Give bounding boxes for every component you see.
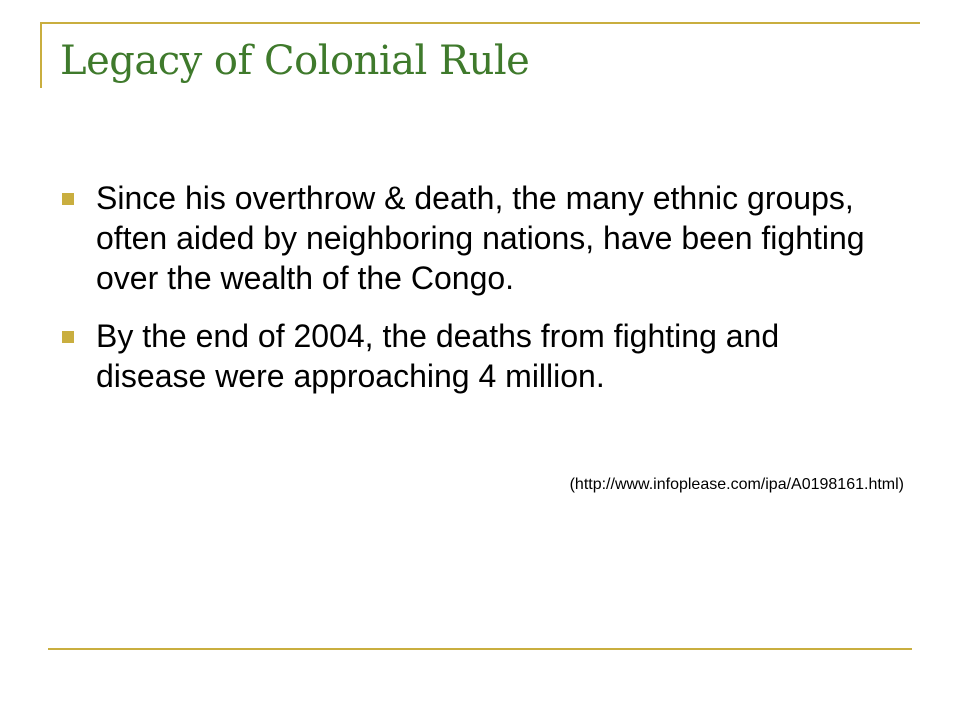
frame-top-rule bbox=[40, 22, 920, 24]
frame-bottom-rule bbox=[48, 648, 912, 650]
bullet-list bbox=[60, 178, 880, 414]
bullet-text: By the end of 2004, the deaths from fighting and disease were approaching 4 million. bbox=[96, 318, 780, 394]
bullet-text: Since his overthrow & death, the many ethnic groups, often aided by neighboring nations, have been fighting over the wealth of the Congo. bbox=[96, 180, 865, 296]
square-bullet-icon bbox=[62, 331, 74, 343]
square-bullet-icon bbox=[62, 193, 74, 205]
frame-left-rule bbox=[40, 22, 42, 88]
bullet-item-overthrow bbox=[60, 178, 880, 298]
source-citation: (http://www.infoplease.com/ipa/A0198161.html) bbox=[569, 476, 904, 493]
bullet-item-deaths bbox=[60, 316, 880, 396]
slide-title: Legacy of Colonial Rule bbox=[60, 38, 530, 84]
